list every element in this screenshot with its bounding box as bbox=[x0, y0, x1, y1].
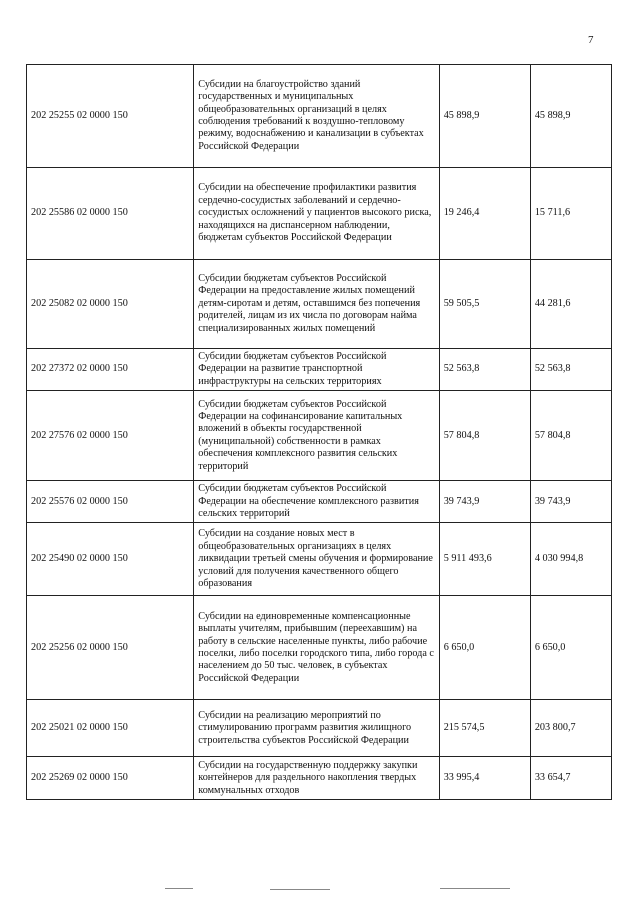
description-cell: Субсидии на благоустройство зданий государственных и муниципальных общеобразовательных организаций в целях соблюдения требований к воздушно-тепловому режиму, водоснабжению и канализации в субъектах Российской Федерации bbox=[194, 65, 439, 168]
amount-cell-2: 4 030 994,8 bbox=[530, 523, 611, 596]
description-cell: Субсидии на единовременные компенсационные выплаты учителям, прибывшим (переехавшим) на работу в сельские населенные пункты, либо рабочие поселки, либо поселки городского типа, либо города с населением до 50 тыс. человек, в субъектах Российской Федерации bbox=[194, 596, 439, 700]
amount-cell-1: 57 804,8 bbox=[439, 391, 530, 481]
description-cell: Субсидии на государственную поддержку закупки контейнеров для раздельного накопления твердых коммунальных отходов bbox=[194, 757, 439, 800]
scan-artifact bbox=[270, 889, 330, 890]
budget-code-cell: 202 25576 02 0000 150 bbox=[27, 481, 194, 523]
budget-code-cell: 202 25021 02 0000 150 bbox=[27, 700, 194, 757]
table-row bbox=[27, 391, 612, 481]
table-row bbox=[27, 700, 612, 757]
amount-cell-1: 33 995,4 bbox=[439, 757, 530, 800]
description-cell: Субсидии бюджетам субъектов Российской Федерации на обеспечение комплексного развития сельских территорий bbox=[194, 481, 439, 523]
table-row bbox=[27, 168, 612, 260]
amount-cell-1: 45 898,9 bbox=[439, 65, 530, 168]
amount-cell-2: 6 650,0 bbox=[530, 596, 611, 700]
budget-code-cell: 202 27372 02 0000 150 bbox=[27, 349, 194, 391]
description-cell: Субсидии на создание новых мест в общеобразовательных организациях в целях ликвидации третьей смены обучения и формирование условий для получения качественного общего образования bbox=[194, 523, 439, 596]
description-cell: Субсидии бюджетам субъектов Российской Федерации на предоставление жилых помещений детям-сиротам и детям, оставшимся без попечения родителей, лицам из их числа по договорам найма специализированных жилых помещений bbox=[194, 260, 439, 349]
amount-cell-2: 33 654,7 bbox=[530, 757, 611, 800]
amount-cell-1: 19 246,4 bbox=[439, 168, 530, 260]
amount-cell-1: 215 574,5 bbox=[439, 700, 530, 757]
budget-code-cell: 202 27576 02 0000 150 bbox=[27, 391, 194, 481]
table-row bbox=[27, 757, 612, 800]
scan-artifact bbox=[440, 888, 510, 889]
description-cell: Субсидии бюджетам субъектов Российской Федерации на развитие транспортной инфраструктуры на сельских территориях bbox=[194, 349, 439, 391]
page-number: 7 bbox=[588, 34, 594, 46]
amount-cell-1: 5 911 493,6 bbox=[439, 523, 530, 596]
description-cell: Субсидии на обеспечение профилактики развития сердечно-сосудистых заболеваний и сердечно-сосудистых осложнений у пациентов высокого риска, находящихся на диспансерном наблюдении, бюджетам субъектов Российской Федерации bbox=[194, 168, 439, 260]
budget-code-cell: 202 25586 02 0000 150 bbox=[27, 168, 194, 260]
amount-cell-2: 57 804,8 bbox=[530, 391, 611, 481]
budget-code-cell: 202 25255 02 0000 150 bbox=[27, 65, 194, 168]
budget-code-cell: 202 25082 02 0000 150 bbox=[27, 260, 194, 349]
amount-cell-1: 52 563,8 bbox=[439, 349, 530, 391]
amount-cell-2: 44 281,6 bbox=[530, 260, 611, 349]
amount-cell-1: 6 650,0 bbox=[439, 596, 530, 700]
description-cell: Субсидии на реализацию мероприятий по стимулированию программ развития жилищного строительства субъектов Российской Федерации bbox=[194, 700, 439, 757]
table-row bbox=[27, 481, 612, 523]
amount-cell-1: 59 505,5 bbox=[439, 260, 530, 349]
budget-code-cell: 202 25256 02 0000 150 bbox=[27, 596, 194, 700]
table-row bbox=[27, 523, 612, 596]
scan-artifact bbox=[165, 888, 193, 889]
budget-code-cell: 202 25490 02 0000 150 bbox=[27, 523, 194, 596]
subsidy-table bbox=[26, 64, 612, 800]
table-row bbox=[27, 65, 612, 168]
table-row bbox=[27, 349, 612, 391]
amount-cell-1: 39 743,9 bbox=[439, 481, 530, 523]
amount-cell-2: 39 743,9 bbox=[530, 481, 611, 523]
description-cell: Субсидии бюджетам субъектов Российской Федерации на софинансирование капитальных вложений в объекты государственной (муниципальной) собственности в рамках обеспечения комплексного развития сельских территорий bbox=[194, 391, 439, 481]
table-row bbox=[27, 596, 612, 700]
table-row bbox=[27, 260, 612, 349]
amount-cell-2: 203 800,7 bbox=[530, 700, 611, 757]
amount-cell-2: 15 711,6 bbox=[530, 168, 611, 260]
budget-code-cell: 202 25269 02 0000 150 bbox=[27, 757, 194, 800]
amount-cell-2: 45 898,9 bbox=[530, 65, 611, 168]
amount-cell-2: 52 563,8 bbox=[530, 349, 611, 391]
